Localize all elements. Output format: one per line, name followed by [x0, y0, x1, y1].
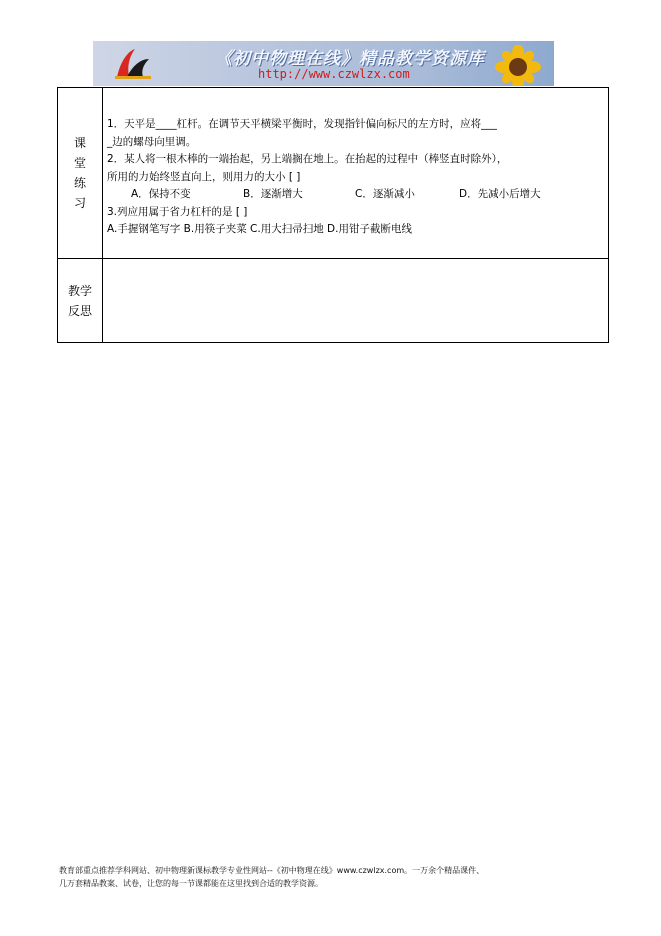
reflection-label-line: 教学 — [67, 283, 92, 298]
practice-label-char: 堂 — [73, 156, 86, 170]
reflection-label — [58, 259, 103, 342]
footer-line-1: 教育部重点推荐学科网站、初中物理新课标教学专业性网站--《初中物理在线》www.czwlzx.com。一万余个精品课件、 — [59, 866, 485, 875]
question-3-options: A.手握钢笔写字 B.用筷子夹菜 C.用大扫帚扫地 D.用钳子截断电线 — [107, 223, 412, 235]
option-d: D．先减小后增大 — [459, 188, 541, 200]
banner-url[interactable]: http://www.czwlzx.com — [258, 67, 410, 81]
page-footer — [59, 864, 619, 890]
question-2-line-1: 2．某人将一根木棒的一端抬起，另上端搁在地上。在抬起的过程中（棒竖直时除外）， — [107, 153, 508, 165]
sunflower-icon — [488, 45, 548, 86]
option-b: B．逐渐增大 — [243, 188, 303, 200]
question-1-line-2: _边的螺母向里调。 — [107, 135, 197, 148]
site-logo-icon — [113, 47, 153, 81]
question-1-line-1: 1．天平是____杠杆。在调节天平横梁平衡时，发现指针偏向标尺的左方时，应将___ — [107, 118, 497, 130]
header-banner — [93, 41, 554, 86]
reflection-content[interactable] — [103, 259, 608, 342]
question-2-line-2: 所用的力始终竖直向上，则用力的大小 [ ] — [107, 170, 301, 183]
practice-label-char: 练 — [73, 176, 86, 190]
practice-row — [58, 88, 608, 259]
practice-label-char: 课 — [73, 136, 86, 150]
option-c: C．逐渐减小 — [355, 188, 415, 200]
banner-title: 《初中物理在线》精品教学资源库 — [215, 49, 485, 69]
question-3-line-1: 3.列应用属于省力杠杆的是 [ ] — [107, 205, 248, 218]
option-a: A．保持不变 — [131, 188, 191, 200]
lesson-table — [57, 87, 609, 343]
practice-label-char: 习 — [73, 196, 86, 210]
practice-label — [58, 88, 103, 258]
practice-content — [103, 88, 608, 258]
question-2-options — [107, 186, 604, 204]
reflection-row — [58, 259, 608, 342]
footer-line-2: 几万套精品教案、试卷，让您的每一节课都能在这里找到合适的教学资源。 — [59, 879, 323, 888]
reflection-label-line: 反思 — [67, 303, 92, 318]
